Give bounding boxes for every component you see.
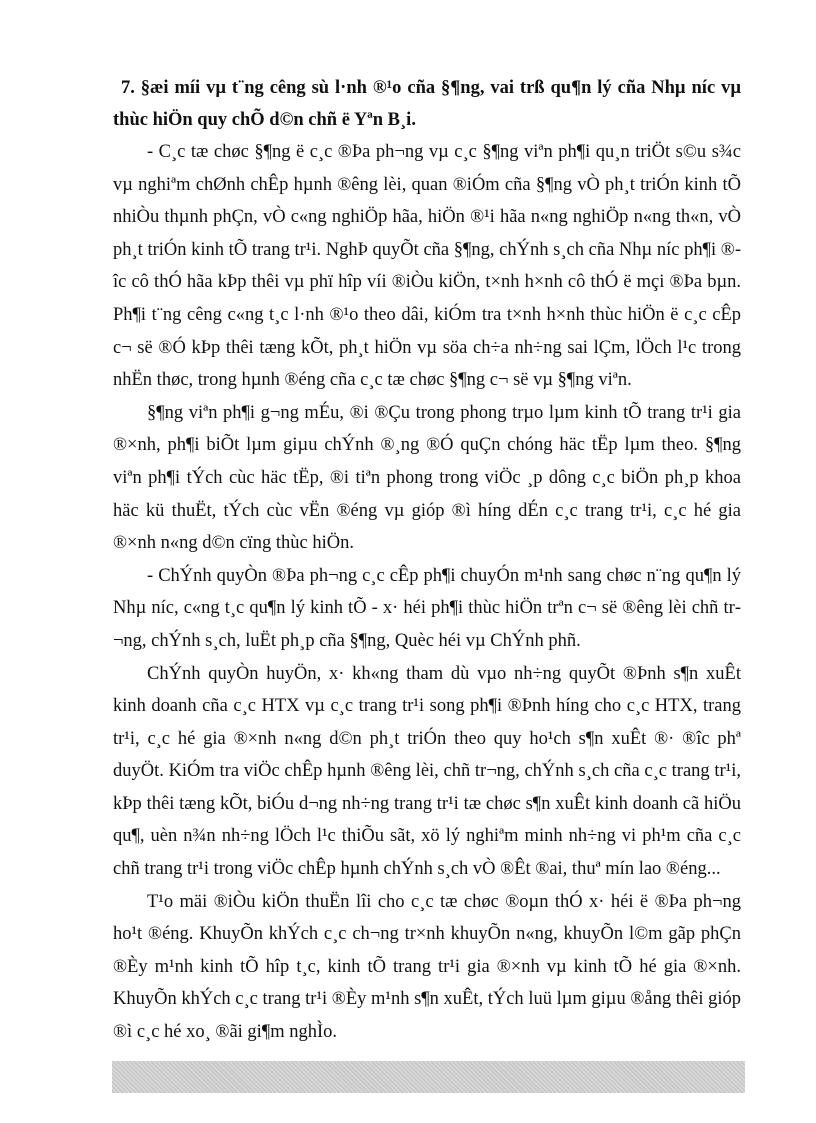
paragraph-3: - ChÝnh quyÒn ®Þa ph¬ng c¸c cÊp ph¶i chuyÓn m¹nh sang chøc n¨ng qu¶n lý Nhµ níc, c«ng t¸c qu¶n lý kinh tÕ - x· héi ph¶i thùc hiÖn trªn c¬ së ®êng lèi chñ tr¬ng, chÝnh s¸ch, luËt ph¸p cña §¶ng, Quèc héi vµ ChÝnh phñ. [113, 565, 741, 651]
document-body [113, 72, 741, 1049]
paragraph-1: - C¸c tæ chøc §¶ng ë c¸c ®Þa ph¬ng vµ c¸c §¶ng viªn ph¶i qu¸n triÖt s©u s¾c vµ nghiªm chØnh chÊp hµnh ®êng lèi, quan ®iÓm cña §¶ng vÒ ph¸t triÓn kinh tÕ nhiÒu thµnh phÇn, vÒ c«ng nghiÖp hãa, hiÖn ®¹i hãa n«ng nghiÖp n«ng th«n, vÒ ph¸t triÓn kinh tÕ trang tr¹i. NghÞ quyÕt cña §¶ng, chÝnh s¸ch cña Nhµ níc ph¶i ®îc cô thÓ hãa kÞp thêi vµ phï hîp víi ®iÒu kiÖn, t×nh h×nh cô thÓ ë mçi ®Þa bµn. Ph¶i t¨ng cêng c«ng t¸c l·nh ®¹o theo dâi, kiÓm tra t×nh h×nh thùc hiÖn ë c¸c cÊp c¬ së ®Ó kÞp thêi tæng kÕt, ph¸t hiÖn vµ söa ch÷a nh÷ng sai lÇm, lÖch l¹c trong nhËn thøc, trong hµnh ®éng cña c¸c tæ chøc §¶ng c¬ së vµ §¶ng viªn. [113, 142, 741, 391]
paragraph-4: ChÝnh quyÒn huyÖn, x· kh«ng tham dù vµo nh÷ng quyÕt ®Þnh s¶n xuÊt kinh doanh cña c¸c HTX vµ c¸c trang tr¹i song ph¶i ®Þnh híng cho c¸c HTX, trang tr¹i, c¸c hé gia ®×nh n«ng d©n ph¸t triÓn theo quy ho¹ch s¶n xuÊt ®· ®îc phª duyÖt. KiÓm tra viÖc chÊp hµnh ®êng lèi, chñ tr¬ng, chÝnh s¸ch cña c¸c trang tr¹i, kÞp thêi tæng kÕt, biÓu d¬ng nh÷ng trang tr¹i tæ chøc s¶n xuÊt kinh doanh cã hiÖu qu¶, uèn n¾n nh÷ng lÖch l¹c thiÕu sãt, xö lý nghiªm minh nh÷ng vi ph¹m cña c¸c chñ trang tr¹i trong viÖc chÊp hµnh chÝnh s¸ch vÒ ®Êt ®ai, thuª mín lao ®éng... [113, 663, 741, 880]
paragraph-5: T¹o mäi ®iÒu kiÖn thuËn lîi cho c¸c tæ chøc ®oµn thÓ x· héi ë ®Þa ph¬ng ho¹t ®éng. KhuyÕn khÝch c¸c ch¬ng tr×nh khuyÕn n«ng, khuyÕn l©m gãp phÇn ®Èy m¹nh kinh tÕ hîp t¸c, kinh tÕ trang tr¹i gia ®×nh vµ kinh tÕ hé gia ®×nh. KhuyÕn khÝch c¸c trang tr¹i ®Èy m¹nh s¶n xuÊt, tÝch luü lµm giµu ®ång thêi gióp ®ì c¸c hé xo¸ ®ãi gi¶m nghÌo. [113, 891, 741, 1043]
footer-band [112, 1061, 745, 1093]
section-heading: 7. §æi míi vµ t¨ng cêng sù l·nh ®¹o cña §¶ng, vai trß qu¶n lý cña Nhµ níc vµ thùc hiÖn quy chÕ d©n chñ ë Yªn B¸i. [113, 78, 741, 130]
paragraph-2: §¶ng viªn ph¶i g¬ng mÉu, ®i ®Çu trong phong trµo lµm kinh tÕ trang tr¹i gia ®×nh, ph¶i biÕt lµm giµu chÝnh ®¸ng ®Ó quÇn chóng häc tËp lµm theo. §¶ng viªn ph¶i tÝch cùc häc tËp, ®i tiªn phong trong viÖc ¸p dông c¸c biÖn ph¸p khoa häc kü thuËt, tÝch cùc vËn ®éng vµ gióp ®ì híng dÉn c¸c trang tr¹i, c¸c hé gia ®×nh n«ng d©n cïng thùc hiÖn. [113, 402, 741, 554]
